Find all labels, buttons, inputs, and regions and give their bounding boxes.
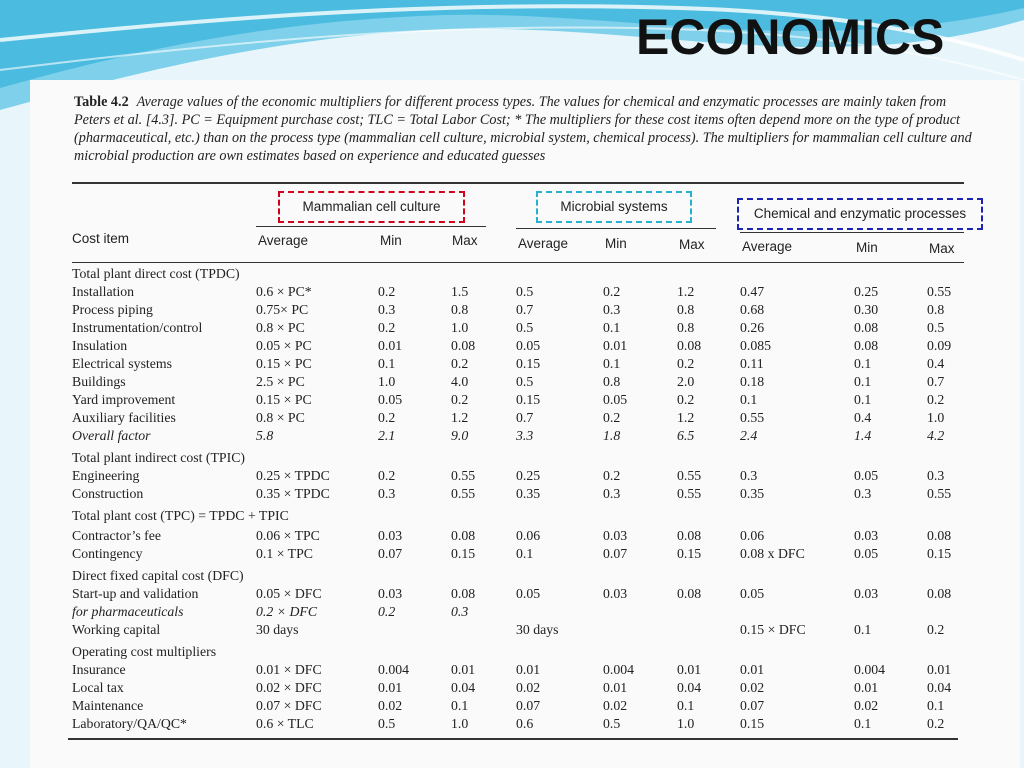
chemical-average-cell: 0.55 xyxy=(740,410,765,425)
microbial-max-cell: 1.0 xyxy=(677,716,695,731)
table-row xyxy=(0,450,1000,468)
mammalian-min-cell: 0.3 xyxy=(378,302,396,317)
chemical-average-cell: 0.01 xyxy=(740,662,765,677)
microbial-max-cell: 0.55 xyxy=(677,486,702,501)
mammalian-min-cell: 0.3 xyxy=(378,486,396,501)
caption-label: Table 4.2 xyxy=(74,94,129,110)
microbial-average-cell: 0.5 xyxy=(516,374,534,389)
table-row xyxy=(0,356,1000,374)
chemical-max-cell: 0.7 xyxy=(927,374,945,389)
mammalian-max-cell: 0.04 xyxy=(451,680,476,695)
chemical-min-cell: 0.1 xyxy=(854,622,872,637)
mammalian-max-cell: 0.08 xyxy=(451,528,476,543)
table-row xyxy=(0,680,1000,698)
cost-item-cell: Engineering xyxy=(72,468,140,483)
microbial-min-cell: 0.07 xyxy=(603,546,628,561)
cost-item-cell: Total plant indirect cost (TPIC) xyxy=(72,450,245,465)
chemical-average-cell: 0.07 xyxy=(740,698,765,713)
mammalian-average-cell: 2.5 × PC xyxy=(256,374,305,389)
chemical-min-cell: 0.01 xyxy=(854,680,879,695)
slide-title: ECONOMICS xyxy=(636,9,945,65)
microbial-min-cell: 0.3 xyxy=(603,486,621,501)
chemical-max-cell: 0.4 xyxy=(927,356,945,371)
cost-item-cell: Insurance xyxy=(72,662,126,677)
microbial-min-cell: 0.2 xyxy=(603,468,621,483)
mammalian-min-cell: 0.01 xyxy=(378,338,403,353)
chemical-max-cell: 0.08 xyxy=(927,586,952,601)
cost-item-cell: Laboratory/QA/QC* xyxy=(72,716,187,731)
microbial-min-cell: 0.1 xyxy=(603,320,621,335)
table-row xyxy=(0,320,1000,338)
table-caption xyxy=(74,93,974,165)
mammalian-average-cell: 0.15 × PC xyxy=(256,356,312,371)
mammalian-max-cell: 1.0 xyxy=(451,716,469,731)
microbial-max-cell: 0.08 xyxy=(677,338,702,353)
table-row xyxy=(0,604,1000,622)
microbial-average-cell: 0.5 xyxy=(516,320,534,335)
table-row xyxy=(0,266,1000,284)
table-row xyxy=(0,508,1000,526)
group-rule-microbial xyxy=(516,228,716,229)
chemical-average-cell: 0.08 x DFC xyxy=(740,546,805,561)
group-chemical-label: Chemical and enzymatic processes xyxy=(753,206,967,221)
cost-item-cell: Contractor’s fee xyxy=(72,528,162,543)
microbial-average-cell: 0.25 xyxy=(516,468,541,483)
chemical-average-cell: 0.15 × DFC xyxy=(740,622,806,637)
microbial-max-cell: 0.08 xyxy=(677,528,702,543)
header-c-average: Average xyxy=(742,239,793,254)
mammalian-average-cell: 0.06 × TPC xyxy=(256,528,320,543)
caption-text: Average values of the economic multipliers for different process types. The values for chemical and enzymatic processes are mainly taken from Peters et al. [4.3]. PC = Equipment purchase cost; TLC = Total Labor Cost; * The multipliers for these cost items often depend more on the type of product (pharmaceutical, etc.) than on the process type (mammalian cell culture, microbial system, chemical process). The multipliers for mammalian cell culture and microbial production are own estimates based on experience and educated guesses xyxy=(74,94,972,164)
microbial-average-cell: 0.7 xyxy=(516,410,534,425)
microbial-average-cell: 3.3 xyxy=(516,428,534,443)
microbial-max-cell: 0.08 xyxy=(677,586,702,601)
bottom-rule xyxy=(68,738,958,740)
cost-item-cell: Insulation xyxy=(72,338,128,353)
chemical-max-cell: 0.08 xyxy=(927,528,952,543)
cost-item-cell: Operating cost multipliers xyxy=(72,644,217,659)
cost-item-cell: for pharmaceuticals xyxy=(72,604,184,619)
group-mammalian xyxy=(278,191,465,223)
table-row xyxy=(0,528,1000,546)
microbial-max-cell: 2.0 xyxy=(677,374,695,389)
chemical-max-cell: 0.09 xyxy=(927,338,952,353)
chemical-average-cell: 2.4 xyxy=(740,428,758,443)
mammalian-average-cell: 0.75× PC xyxy=(256,302,309,317)
cost-item-cell: Instrumentation/control xyxy=(72,320,203,335)
chemical-average-cell: 0.05 xyxy=(740,586,765,601)
chemical-max-cell: 1.0 xyxy=(927,410,945,425)
chemical-max-cell: 0.55 xyxy=(927,486,952,501)
mammalian-max-cell: 0.8 xyxy=(451,302,469,317)
chemical-max-cell: 0.2 xyxy=(927,392,945,407)
mammalian-average-cell: 0.15 × PC xyxy=(256,392,312,407)
microbial-average-cell: 0.15 xyxy=(516,356,541,371)
cost-item-cell: Local tax xyxy=(72,680,124,695)
chemical-max-cell: 0.1 xyxy=(927,698,945,713)
microbial-min-cell: 0.8 xyxy=(603,374,621,389)
group-rule-mammalian xyxy=(256,226,486,227)
table-row xyxy=(0,486,1000,504)
mammalian-average-cell: 0.8 × PC xyxy=(256,410,305,425)
microbial-min-cell: 0.3 xyxy=(603,302,621,317)
header-rule xyxy=(72,262,964,263)
mammalian-average-cell: 5.8 xyxy=(256,428,274,443)
microbial-max-cell: 0.04 xyxy=(677,680,702,695)
cost-item-cell: Maintenance xyxy=(72,698,144,713)
chemical-min-cell: 0.25 xyxy=(854,284,879,299)
mammalian-min-cell: 0.2 xyxy=(378,320,396,335)
chemical-average-cell: 0.3 xyxy=(740,468,758,483)
chemical-average-cell: 0.26 xyxy=(740,320,765,335)
microbial-min-cell: 0.02 xyxy=(603,698,628,713)
header-cost-item: Cost item xyxy=(72,231,130,246)
header-b-min: Min xyxy=(605,236,627,251)
cost-item-cell: Process piping xyxy=(72,302,153,317)
chemical-min-cell: 0.05 xyxy=(854,546,879,561)
microbial-average-cell: 0.05 xyxy=(516,586,541,601)
chemical-average-cell: 0.085 xyxy=(740,338,772,353)
mammalian-average-cell: 0.05 × DFC xyxy=(256,586,322,601)
microbial-average-cell: 0.15 xyxy=(516,392,541,407)
mammalian-average-cell: 0.6 × TLC xyxy=(256,716,314,731)
chemical-min-cell: 0.03 xyxy=(854,528,879,543)
microbial-min-cell: 0.004 xyxy=(603,662,635,677)
mammalian-average-cell: 0.05 × PC xyxy=(256,338,312,353)
microbial-average-cell: 0.35 xyxy=(516,486,541,501)
microbial-max-cell: 0.2 xyxy=(677,392,695,407)
group-microbial-label: Microbial systems xyxy=(560,199,668,214)
mammalian-max-cell: 0.2 xyxy=(451,356,469,371)
header-m-average: Average xyxy=(258,233,309,248)
chemical-max-cell: 0.3 xyxy=(927,468,945,483)
mammalian-average-cell: 0.35 × TPDC xyxy=(256,486,330,501)
chemical-average-cell: 0.35 xyxy=(740,486,765,501)
mammalian-max-cell: 1.0 xyxy=(451,320,469,335)
chemical-min-cell: 0.1 xyxy=(854,716,872,731)
microbial-min-cell: 0.01 xyxy=(603,338,628,353)
microbial-max-cell: 0.8 xyxy=(677,302,695,317)
chemical-max-cell: 4.2 xyxy=(927,428,945,443)
chemical-max-cell: 0.55 xyxy=(927,284,952,299)
cost-item-cell: Installation xyxy=(72,284,135,299)
chemical-average-cell: 0.06 xyxy=(740,528,765,543)
mammalian-max-cell: 0.55 xyxy=(451,486,476,501)
mammalian-min-cell: 0.03 xyxy=(378,586,403,601)
microbial-min-cell: 0.2 xyxy=(603,410,621,425)
microbial-max-cell: 0.15 xyxy=(677,546,702,561)
cost-item-cell: Electrical systems xyxy=(72,356,172,371)
chemical-max-cell: 0.15 xyxy=(927,546,952,561)
chemical-average-cell: 0.15 xyxy=(740,716,765,731)
mammalian-min-cell: 0.2 xyxy=(378,468,396,483)
mammalian-average-cell: 0.01 × DFC xyxy=(256,662,322,677)
table-row xyxy=(0,284,1000,302)
microbial-max-cell: 1.2 xyxy=(677,284,695,299)
mammalian-max-cell: 0.15 xyxy=(451,546,476,561)
mammalian-max-cell: 0.55 xyxy=(451,468,476,483)
mammalian-average-cell: 30 days xyxy=(256,622,299,637)
group-mammalian-label: Mammalian cell culture xyxy=(302,199,441,214)
table-row xyxy=(0,716,1000,734)
mammalian-max-cell: 4.0 xyxy=(451,374,469,389)
mammalian-max-cell: 0.08 xyxy=(451,586,476,601)
microbial-average-cell: 0.06 xyxy=(516,528,541,543)
microbial-max-cell: 6.5 xyxy=(677,428,695,443)
mammalian-max-cell: 0.2 xyxy=(451,392,469,407)
mammalian-average-cell: 0.02 × DFC xyxy=(256,680,322,695)
group-rule-chemical xyxy=(740,232,964,233)
chemical-min-cell: 0.1 xyxy=(854,356,872,371)
microbial-min-cell: 0.05 xyxy=(603,392,628,407)
microbial-average-cell: 0.6 xyxy=(516,716,534,731)
chemical-min-cell: 0.1 xyxy=(854,392,872,407)
header-m-min: Min xyxy=(380,233,402,248)
table-row xyxy=(0,302,1000,320)
microbial-min-cell: 0.1 xyxy=(603,356,621,371)
table-row xyxy=(0,410,1000,428)
chemical-min-cell: 0.02 xyxy=(854,698,879,713)
chemical-average-cell: 0.68 xyxy=(740,302,765,317)
chemical-min-cell: 0.03 xyxy=(854,586,879,601)
cost-item-cell: Overall factor xyxy=(72,428,151,443)
mammalian-min-cell: 0.01 xyxy=(378,680,403,695)
microbial-min-cell: 0.03 xyxy=(603,586,628,601)
header-c-max: Max xyxy=(929,241,955,256)
mammalian-min-cell: 0.5 xyxy=(378,716,396,731)
chemical-min-cell: 0.05 xyxy=(854,468,879,483)
microbial-average-cell: 0.02 xyxy=(516,680,541,695)
chemical-max-cell: 0.2 xyxy=(927,622,945,637)
microbial-min-cell: 0.01 xyxy=(603,680,628,695)
cost-item-cell: Auxiliary facilities xyxy=(72,410,176,425)
chemical-min-cell: 0.3 xyxy=(854,486,872,501)
chemical-min-cell: 0.004 xyxy=(854,662,886,677)
chemical-average-cell: 0.11 xyxy=(740,356,764,371)
chemical-min-cell: 0.08 xyxy=(854,320,879,335)
header-b-average: Average xyxy=(518,236,569,251)
cost-item-cell: Construction xyxy=(72,486,144,501)
microbial-min-cell: 0.5 xyxy=(603,716,621,731)
microbial-max-cell: 0.2 xyxy=(677,356,695,371)
chemical-min-cell: 0.1 xyxy=(854,374,872,389)
chemical-max-cell: 0.2 xyxy=(927,716,945,731)
table-row xyxy=(0,392,1000,410)
microbial-average-cell: 0.7 xyxy=(516,302,534,317)
chemical-average-cell: 0.18 xyxy=(740,374,765,389)
chemical-max-cell: 0.04 xyxy=(927,680,952,695)
cost-item-cell: Total plant direct cost (TPDC) xyxy=(72,266,240,281)
chemical-min-cell: 0.08 xyxy=(854,338,879,353)
top-rule xyxy=(72,182,964,184)
mammalian-average-cell: 0.25 × TPDC xyxy=(256,468,330,483)
microbial-average-cell: 0.07 xyxy=(516,698,541,713)
mammalian-min-cell: 0.07 xyxy=(378,546,403,561)
microbial-average-cell: 0.05 xyxy=(516,338,541,353)
cost-item-cell: Direct fixed capital cost (DFC) xyxy=(72,568,244,583)
microbial-max-cell: 0.1 xyxy=(677,698,695,713)
cost-item-cell: Buildings xyxy=(72,374,126,389)
microbial-max-cell: 0.8 xyxy=(677,320,695,335)
chemical-min-cell: 1.4 xyxy=(854,428,872,443)
mammalian-min-cell: 0.2 xyxy=(378,284,396,299)
mammalian-average-cell: 0.07 × DFC xyxy=(256,698,322,713)
microbial-min-cell: 0.03 xyxy=(603,528,628,543)
mammalian-max-cell: 0.1 xyxy=(451,698,469,713)
mammalian-max-cell: 0.01 xyxy=(451,662,476,677)
chemical-average-cell: 0.1 xyxy=(740,392,758,407)
table-row xyxy=(0,586,1000,604)
table-row xyxy=(0,622,1000,640)
chemical-max-cell: 0.8 xyxy=(927,302,945,317)
cost-item-cell: Start-up and validation xyxy=(72,586,199,601)
group-chemical xyxy=(737,198,983,230)
mammalian-average-cell: 0.6 × PC* xyxy=(256,284,312,299)
microbial-average-cell: 0.1 xyxy=(516,546,534,561)
table-row xyxy=(0,546,1000,564)
header-m-max: Max xyxy=(452,233,478,248)
mammalian-min-cell: 2.1 xyxy=(378,428,396,443)
mammalian-min-cell: 0.2 xyxy=(378,604,396,619)
chemical-max-cell: 0.5 xyxy=(927,320,945,335)
chemical-min-cell: 0.30 xyxy=(854,302,879,317)
table-row xyxy=(0,338,1000,356)
mammalian-min-cell: 0.05 xyxy=(378,392,403,407)
mammalian-min-cell: 0.02 xyxy=(378,698,403,713)
group-microbial xyxy=(536,191,692,223)
chemical-min-cell: 0.4 xyxy=(854,410,872,425)
chemical-average-cell: 0.02 xyxy=(740,680,765,695)
table-row xyxy=(0,644,1000,662)
header-b-max: Max xyxy=(679,237,705,252)
cost-item-cell: Total plant cost (TPC) = TPDC + TPIC xyxy=(72,508,289,523)
mammalian-average-cell: 0.2 × DFC xyxy=(256,604,318,619)
chemical-max-cell: 0.01 xyxy=(927,662,952,677)
mammalian-min-cell: 0.1 xyxy=(378,356,396,371)
mammalian-max-cell: 0.3 xyxy=(451,604,469,619)
mammalian-max-cell: 0.08 xyxy=(451,338,476,353)
mammalian-min-cell: 0.004 xyxy=(378,662,410,677)
microbial-average-cell: 30 days xyxy=(516,622,559,637)
mammalian-min-cell: 0.2 xyxy=(378,410,396,425)
table-row xyxy=(0,374,1000,392)
header-c-min: Min xyxy=(856,240,878,255)
microbial-average-cell: 0.5 xyxy=(516,284,534,299)
mammalian-max-cell: 9.0 xyxy=(451,428,469,443)
cost-item-cell: Yard improvement xyxy=(72,392,176,407)
table-row xyxy=(0,568,1000,586)
cost-item-cell: Working capital xyxy=(72,622,161,637)
table-row xyxy=(0,662,1000,680)
cost-item-cell: Contingency xyxy=(72,546,143,561)
mammalian-average-cell: 0.8 × PC xyxy=(256,320,305,335)
microbial-average-cell: 0.01 xyxy=(516,662,541,677)
mammalian-average-cell: 0.1 × TPC xyxy=(256,546,313,561)
microbial-max-cell: 0.01 xyxy=(677,662,702,677)
mammalian-min-cell: 0.03 xyxy=(378,528,403,543)
table-row xyxy=(0,428,1000,446)
mammalian-min-cell: 1.0 xyxy=(378,374,396,389)
mammalian-max-cell: 1.5 xyxy=(451,284,469,299)
microbial-min-cell: 1.8 xyxy=(603,428,621,443)
chemical-average-cell: 0.47 xyxy=(740,284,765,299)
table-row xyxy=(0,698,1000,716)
microbial-max-cell: 1.2 xyxy=(677,410,695,425)
table-row xyxy=(0,468,1000,486)
mammalian-max-cell: 1.2 xyxy=(451,410,469,425)
microbial-min-cell: 0.2 xyxy=(603,284,621,299)
microbial-max-cell: 0.55 xyxy=(677,468,702,483)
